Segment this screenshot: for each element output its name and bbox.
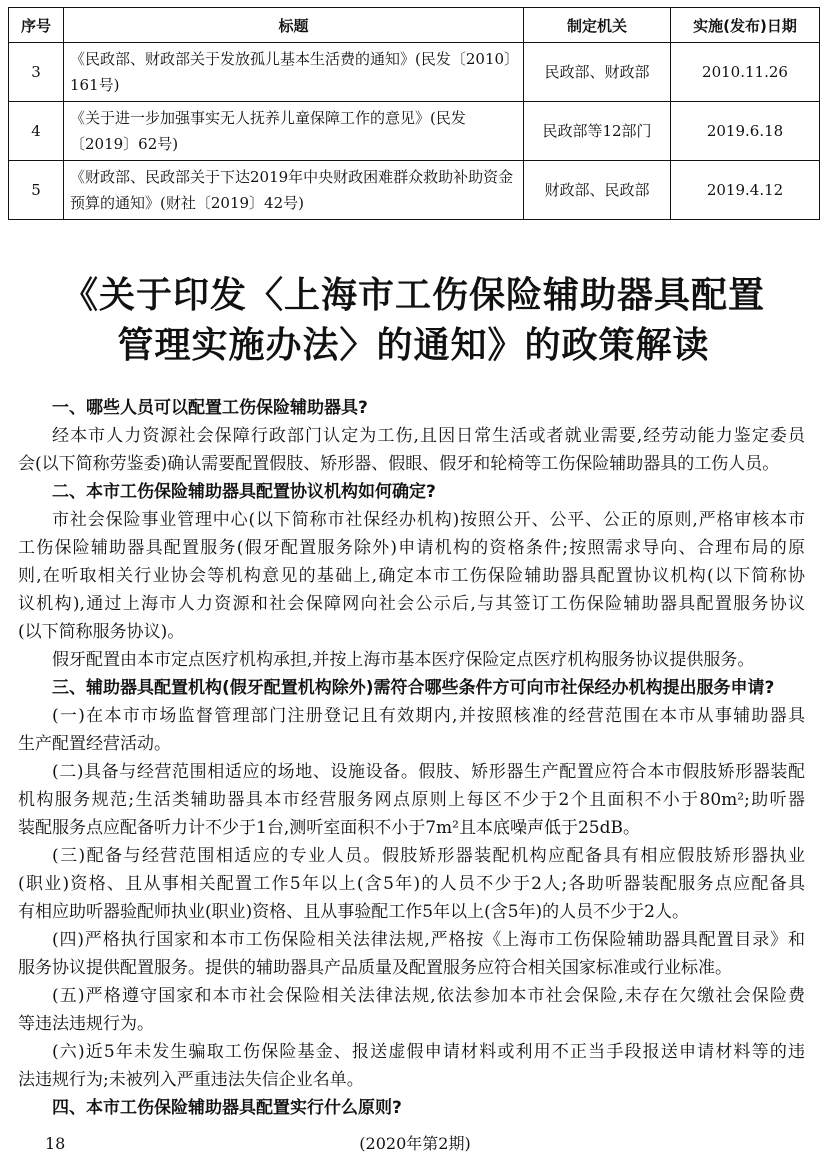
cell-agency: 民政部等12部门: [524, 102, 671, 161]
title-line-2: 管理实施办法〉的通知》的政策解读: [117, 324, 710, 366]
text-line: 工伤保险辅助器具配置服务(假牙配置服务除外)申请机构的资格条件;按照需求导向、合理布局的原: [18, 538, 805, 558]
text-line: 市社会保险事业管理中心(以下简称市社保经办机构)按照公开、公平、公正的原则,严格审核本市: [52, 510, 805, 530]
text-line: (职业)资格、且从事相关配置工作5年以上(含5年)的人员不少于2人;各助听器装配服务点应配备具: [18, 874, 805, 894]
cell-title: 《关于进一步加强事实无人抚养儿童保障工作的意见》(民发〔2019〕62号): [64, 102, 524, 161]
header-no: 序号: [9, 8, 64, 43]
table-row: [9, 161, 820, 220]
text-line: 法违规行为;未被列入严重违法失信企业名单。: [18, 1070, 364, 1090]
cell-no: 5: [9, 161, 64, 220]
article-body: [18, 394, 805, 1122]
text-line: (二)具备与经营范围相适应的场地、设施设备。假肢、矫形器生产配置应符合本市假肢矫形器装配: [52, 762, 805, 782]
section-heading: 一、哪些人员可以配置工伤保险辅助器具?: [52, 398, 368, 418]
text-line: 生产配置经营活动。: [18, 734, 171, 754]
table-row: [9, 43, 820, 102]
text-line: 则,在听取相关行业协会等机构意见的基础上,确定本市工伤保险辅助器具配置协议机构(以下简称协: [18, 566, 805, 586]
text-line: (三)配备与经营范围相适应的专业人员。假肢矫形器装配机构应配备具有相应假肢矫形器执业: [52, 846, 805, 866]
cell-no: 3: [9, 43, 64, 102]
cell-date: 2010.11.26: [671, 43, 820, 102]
text-line: (以下简称服务协议)。: [18, 622, 185, 642]
text-line: (四)严格执行国家和本市工伤保险相关法律法规,严格按《上海市工伤保险辅助器具配置目录》和: [52, 930, 805, 950]
text-line: 机构服务规范;生活类辅助器具本市经营服务网点原则上每区不少于2个且面积不小于80m²;助听器: [18, 790, 805, 810]
text-line: (五)严格遵守国家和本市社会保险相关法律法规,依法参加本市社会保险,未存在欠缴社会保险费: [52, 986, 805, 1006]
text-line: 有相应助听器验配师执业(职业)资格、且从事验配工作5年以上(含5年)的人员不少于2人。: [18, 902, 689, 922]
text-line: (一)在本市市场监督管理部门注册登记且有效期内,并按照核准的经营范围在本市从事辅助器具: [52, 706, 805, 726]
cell-title: 《民政部、财政部关于发放孤儿基本生活费的通知》(民发〔2010〕161号): [64, 43, 524, 102]
header-title: 标题: [64, 8, 524, 43]
cell-date: 2019.6.18: [671, 102, 820, 161]
cell-agency: 民政部、财政部: [524, 43, 671, 102]
text-line: 装配服务点应配备听力计不少于1台,测听室面积不小于7m²且本底噪声低于25dB。: [18, 818, 640, 838]
cell-agency: 财政部、民政部: [524, 161, 671, 220]
cell-no: 4: [9, 102, 64, 161]
text-line: 经本市人力资源社会保障行政部门认定为工伤,且因日常生活或者就业需要,经劳动能力鉴定委员: [52, 426, 805, 446]
cell-title: 《财政部、民政部关于下达2019年中央财政困难群众救助补助资金预算的通知》(财社〔2019〕42号): [64, 161, 524, 220]
article-title: [0, 270, 827, 370]
section-heading: 二、本市工伤保险辅助器具配置协议机构如何确定?: [52, 482, 436, 502]
section-heading: 四、本市工伤保险辅助器具配置实行什么原则?: [52, 1098, 402, 1118]
title-line-1: 《关于印发〈上海市工伤保险辅助器具配置: [61, 274, 765, 316]
text-line: 议机构),通过上海市人力资源和社会保障网向社会公示后,与其签订工伤保险辅助器具配置服务协议: [18, 594, 805, 614]
table-header-row: [9, 8, 820, 43]
cell-date: 2019.4.12: [671, 161, 820, 220]
issue-label: (2020年第2期): [359, 1134, 471, 1153]
text-line: 等违法违规行为。: [18, 1014, 154, 1034]
text-line: (六)近5年未发生骗取工伤保险基金、报送虚假申请材料或利用不正当手段报送申请材料等的违: [52, 1042, 805, 1062]
header-agency: 制定机关: [524, 8, 671, 43]
section-heading: 三、辅助器具配置机构(假牙配置机构除外)需符合哪些条件方可向市社保经办机构提出服务申请?: [52, 678, 775, 698]
text-line: 会(以下简称劳鉴委)确认需要配置假肢、矫形器、假眼、假牙和轮椅等工伤保险辅助器具的工伤人员。: [18, 454, 780, 474]
text-line: 服务协议提供配置服务。提供的辅助器具产品质量及配置服务应符合相关国家标准或行业标准。: [18, 958, 732, 978]
page-number: 18: [45, 1134, 66, 1153]
text-line: 假牙配置由本市定点医疗机构承担,并按上海市基本医疗保险定点医疗机构服务协议提供服务。: [52, 650, 755, 670]
table-row: [9, 102, 820, 161]
header-date: 实施(发布)日期: [671, 8, 820, 43]
policy-table: [8, 7, 820, 220]
